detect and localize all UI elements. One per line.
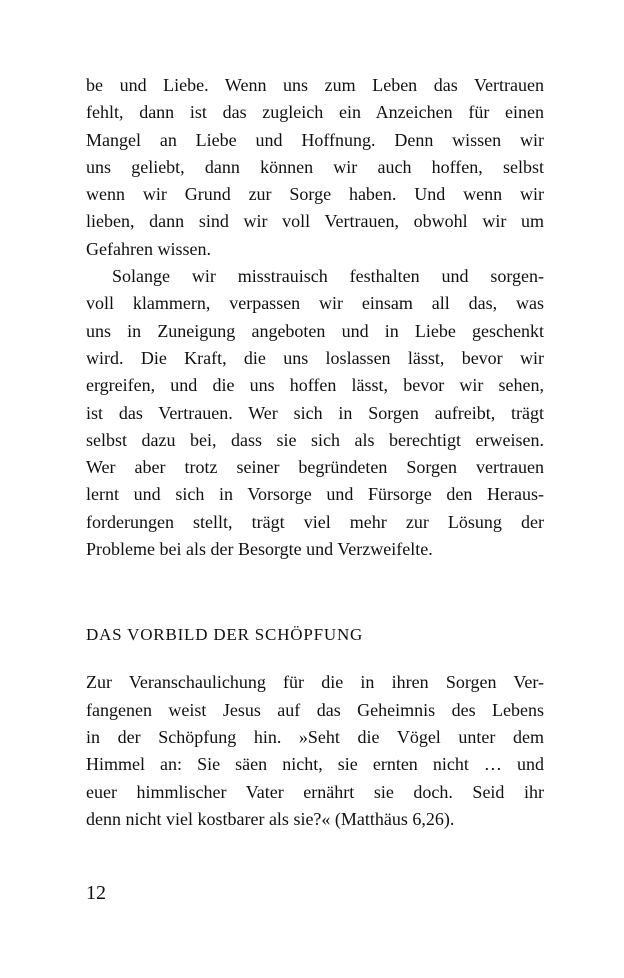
text-line: wenn wir Grund zur Sorge haben. Und wenn wir bbox=[86, 184, 544, 205]
text-line: in der Schöpfung hin. »Seht die Vögel unter dem bbox=[86, 726, 544, 747]
text-line: ist das Vertrauen. Wer sich in Sorgen aufreibt, trägt bbox=[86, 402, 544, 423]
body-paragraph bbox=[86, 263, 544, 563]
body-paragraph bbox=[86, 669, 544, 833]
text-line: Zur Veranschaulichung für die in ihren Sorgen Ver- bbox=[86, 672, 544, 693]
text-line: denn nicht viel kostbarer als sie?« (Matthäus 6,26). bbox=[86, 808, 455, 829]
text-line: euer himmlischer Vater ernährt sie doch. Seid ihr bbox=[86, 781, 544, 802]
text-line: forderungen stellt, trägt viel mehr zur Lösung der bbox=[86, 511, 544, 532]
text-line: fehlt, dann ist das zugleich ein Anzeichen für einen bbox=[86, 102, 544, 123]
section-heading: DAS VORBILD DER SCHÖPFUNG bbox=[86, 625, 364, 645]
text-line: selbst dazu bei, dass sie sich als berechtigt erweisen. bbox=[86, 429, 544, 450]
text-line: Himmel an: Sie säen nicht, sie ernten nicht … und bbox=[86, 754, 544, 775]
text-block bbox=[86, 72, 544, 907]
text-line: ergreifen, und die uns hoffen lässt, bevor wir sehen, bbox=[86, 375, 544, 396]
text-line: Probleme bei als der Besorgte und Verzweifelte. bbox=[86, 539, 433, 560]
text-line: uns geliebt, dann können wir auch hoffen, selbst bbox=[86, 156, 544, 177]
text-line: Wer aber trotz seiner begründeten Sorgen vertrauen bbox=[86, 457, 544, 478]
body-paragraph bbox=[86, 72, 544, 263]
text-line: Mangel an Liebe und Hoffnung. Denn wissen wir bbox=[86, 129, 544, 150]
text-line: fangenen weist Jesus auf das Geheimnis des Lebens bbox=[86, 699, 544, 720]
text-line: lernt und sich in Vorsorge und Fürsorge den Heraus- bbox=[86, 484, 544, 505]
text-line: Gefahren wissen. bbox=[86, 238, 211, 259]
text-line: Solange wir misstrauisch festhalten und sorgen- bbox=[112, 266, 544, 287]
text-line: voll klammern, verpassen wir einsam all das, was bbox=[86, 293, 544, 314]
text-line: uns in Zuneigung angeboten und in Liebe geschenkt bbox=[86, 320, 544, 341]
text-line: be und Liebe. Wenn uns zum Leben das Vertrauen bbox=[86, 75, 544, 95]
text-line: wird. Die Kraft, die uns loslassen lässt, bevor wir bbox=[86, 347, 544, 368]
text-line: lieben, dann sind wir voll Vertrauen, obwohl wir um bbox=[86, 211, 544, 232]
page-number: 12 bbox=[86, 882, 106, 905]
